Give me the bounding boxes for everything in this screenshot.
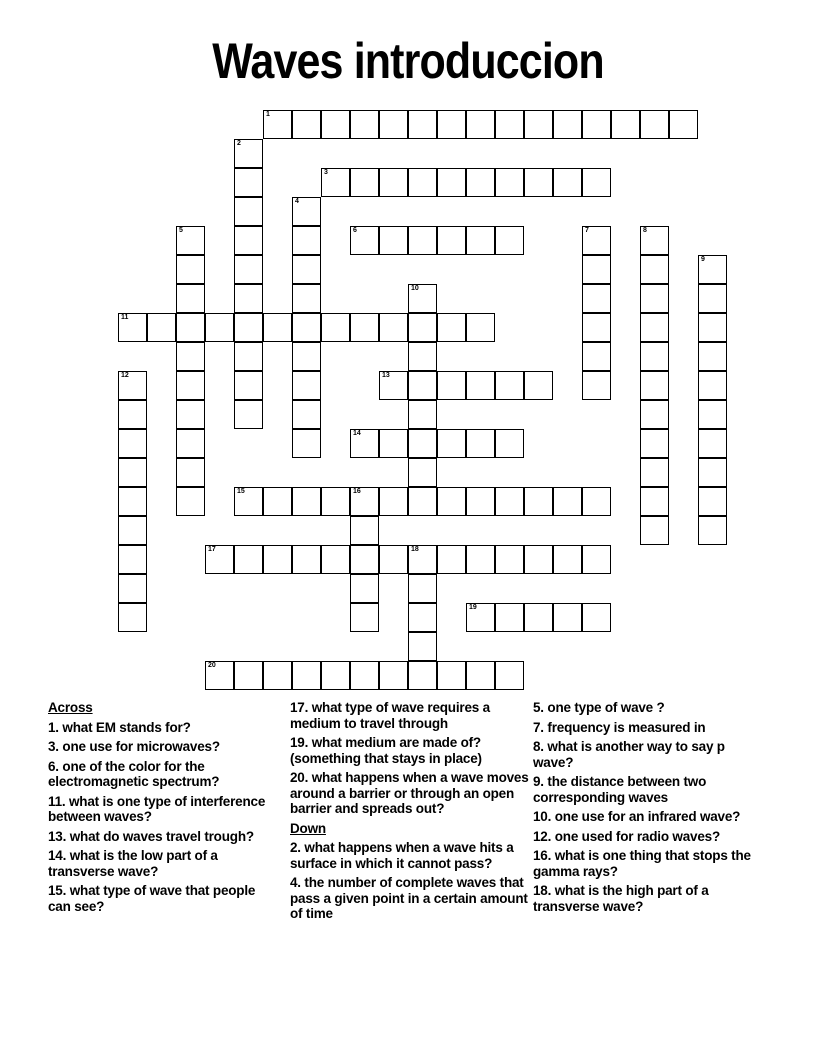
grid-cell[interactable]: [495, 371, 524, 400]
grid-cell[interactable]: [350, 110, 379, 139]
clue-text: one use for microwaves?: [58, 739, 220, 754]
clue-number: 19: [469, 604, 477, 611]
grid-cell[interactable]: [611, 110, 640, 139]
down-clue: [533, 809, 763, 825]
clue-text: what is another way to say p wave?: [533, 739, 725, 770]
grid-cell[interactable]: [698, 371, 727, 400]
grid-cell[interactable]: [118, 603, 147, 632]
grid-cell[interactable]: [408, 574, 437, 603]
clue-number: 19.: [290, 735, 309, 750]
grid-cell[interactable]: [234, 661, 263, 690]
grid-cell[interactable]: [176, 371, 205, 400]
grid-cell[interactable]: [234, 487, 263, 516]
grid-cell[interactable]: [408, 429, 437, 458]
grid-cell[interactable]: [466, 661, 495, 690]
grid-cell[interactable]: [118, 458, 147, 487]
grid-cell[interactable]: [176, 255, 205, 284]
grid-cell[interactable]: [553, 603, 582, 632]
grid-cell[interactable]: [176, 400, 205, 429]
across-clue: [290, 700, 530, 731]
across-clue: [48, 794, 280, 825]
grid-cell[interactable]: [263, 661, 292, 690]
grid-cell[interactable]: [263, 487, 292, 516]
grid-cell[interactable]: [437, 371, 466, 400]
clue-text: what is one thing that stops the gamma rays?: [533, 848, 751, 879]
grid-cell[interactable]: [176, 313, 205, 342]
grid-cell[interactable]: [524, 371, 553, 400]
grid-cell[interactable]: [495, 487, 524, 516]
grid-cell[interactable]: [292, 226, 321, 255]
grid-cell[interactable]: [292, 400, 321, 429]
clue-number: 17: [208, 546, 216, 553]
clue-text: what is the low part of a transverse wave?: [48, 848, 218, 879]
clue-text: one of the color for the electromagnetic spectrum?: [48, 758, 220, 789]
grid-cell[interactable]: [640, 487, 669, 516]
grid-cell[interactable]: [234, 371, 263, 400]
clues-column-1: [48, 700, 280, 918]
grid-cell[interactable]: [118, 371, 147, 400]
grid-cell[interactable]: [176, 487, 205, 516]
grid-cell[interactable]: [495, 603, 524, 632]
grid-cell[interactable]: [118, 574, 147, 603]
clue-text: what is one type of interference between waves?: [48, 793, 266, 824]
down-clue: [533, 700, 763, 716]
clue-number: 13.: [48, 828, 67, 844]
grid-cell[interactable]: [495, 545, 524, 574]
grid-cell[interactable]: [495, 226, 524, 255]
grid-cell[interactable]: [408, 168, 437, 197]
grid-cell[interactable]: [408, 110, 437, 139]
grid-cell[interactable]: [408, 603, 437, 632]
clue-text: the distance between two corresponding waves: [533, 774, 707, 805]
grid-cell[interactable]: [408, 342, 437, 371]
grid-cell[interactable]: [234, 284, 263, 313]
grid-cell[interactable]: [437, 661, 466, 690]
grid-cell[interactable]: [466, 487, 495, 516]
grid-cell[interactable]: [205, 313, 234, 342]
down-header: Down: [290, 820, 326, 836]
clue-text: what happens when a wave moves around a barrier or through an open barrier and spreads out?: [290, 770, 529, 816]
grid-cell[interactable]: [582, 603, 611, 632]
clues-column-2: [290, 700, 530, 926]
clue-number: 15.: [48, 883, 67, 898]
grid-cell[interactable]: [582, 371, 611, 400]
grid-cell[interactable]: [292, 197, 321, 226]
grid-cell[interactable]: [118, 429, 147, 458]
across-clue: [48, 759, 280, 790]
grid-cell[interactable]: [640, 429, 669, 458]
grid-cell[interactable]: [466, 313, 495, 342]
grid-cell[interactable]: [437, 168, 466, 197]
grid-cell[interactable]: [350, 661, 379, 690]
clue-number: 9: [701, 256, 705, 263]
clue-number: 7: [585, 227, 589, 234]
clue-number: 18.: [533, 883, 552, 898]
clue-number: 12.: [533, 828, 552, 844]
clue-number: 7.: [533, 719, 544, 735]
down-clue: [533, 883, 763, 914]
down-clue: [533, 848, 763, 879]
grid-cell[interactable]: [582, 284, 611, 313]
clue-number: 10.: [533, 809, 552, 824]
grid-cell[interactable]: [321, 487, 350, 516]
grid-cell[interactable]: [466, 226, 495, 255]
grid-cell[interactable]: [234, 197, 263, 226]
clue-number: 2.: [290, 840, 301, 855]
clue-number: 20: [208, 662, 216, 669]
grid-cell[interactable]: [698, 400, 727, 429]
grid-cell[interactable]: [292, 284, 321, 313]
grid-cell[interactable]: [437, 226, 466, 255]
clue-number: 15: [237, 488, 245, 495]
grid-cell[interactable]: [582, 255, 611, 284]
grid-cell[interactable]: [321, 110, 350, 139]
grid-cell[interactable]: [234, 168, 263, 197]
grid-cell[interactable]: [524, 545, 553, 574]
grid-cell[interactable]: [350, 487, 379, 516]
grid-cell[interactable]: [234, 255, 263, 284]
grid-cell[interactable]: [466, 371, 495, 400]
clue-text: what type of wave requires a medium to travel through: [290, 700, 490, 731]
grid-cell[interactable]: [234, 139, 263, 168]
grid-cell[interactable]: [408, 661, 437, 690]
grid-cell[interactable]: [640, 400, 669, 429]
grid-cell[interactable]: [466, 545, 495, 574]
clue-number: 3: [324, 169, 328, 176]
grid-cell[interactable]: [321, 168, 350, 197]
clue-text: what do waves travel trough?: [66, 828, 254, 844]
clue-number: 8.: [533, 739, 544, 754]
grid-cell[interactable]: [437, 313, 466, 342]
grid-cell[interactable]: [437, 487, 466, 516]
clue-text: what happens when a wave hits a surface in which it cannot pass?: [290, 840, 514, 871]
across-clue: [48, 739, 280, 755]
grid-cell[interactable]: [379, 313, 408, 342]
clue-text: the number of complete waves that pass a given point in a certain amount of time: [290, 875, 528, 921]
clue-text: what is the high part of a transverse wave?: [533, 883, 709, 914]
grid-cell[interactable]: [176, 226, 205, 255]
grid-cell[interactable]: [582, 168, 611, 197]
grid-cell[interactable]: [553, 110, 582, 139]
clue-number: 10: [411, 285, 419, 292]
clue-number: 9.: [533, 774, 544, 789]
grid-cell[interactable]: [234, 545, 263, 574]
across-clue: [48, 829, 280, 845]
grid-cell[interactable]: [553, 168, 582, 197]
clue-number: 6: [353, 227, 357, 234]
grid-cell[interactable]: [640, 516, 669, 545]
grid-cell[interactable]: [698, 255, 727, 284]
grid-cell[interactable]: [379, 110, 408, 139]
grid-cell[interactable]: [640, 342, 669, 371]
grid-cell[interactable]: [437, 545, 466, 574]
grid-cell[interactable]: [408, 313, 437, 342]
grid-cell[interactable]: [553, 487, 582, 516]
grid-cell[interactable]: [524, 110, 553, 139]
grid-cell[interactable]: [640, 226, 669, 255]
grid-cell[interactable]: [292, 371, 321, 400]
grid-cell[interactable]: [379, 661, 408, 690]
grid-cell[interactable]: [234, 226, 263, 255]
clue-number: 17.: [290, 700, 309, 715]
grid-cell[interactable]: [263, 313, 292, 342]
grid-cell[interactable]: [292, 545, 321, 574]
grid-cell[interactable]: [350, 313, 379, 342]
grid-cell[interactable]: [379, 545, 408, 574]
grid-cell[interactable]: [292, 342, 321, 371]
grid-cell[interactable]: [582, 342, 611, 371]
grid-cell[interactable]: [292, 487, 321, 516]
grid-cell[interactable]: [118, 516, 147, 545]
grid-cell[interactable]: [640, 255, 669, 284]
grid-cell[interactable]: [495, 168, 524, 197]
grid-cell[interactable]: [698, 284, 727, 313]
grid-cell[interactable]: [379, 371, 408, 400]
grid-cell[interactable]: [640, 313, 669, 342]
clue-number: 18: [411, 546, 419, 553]
grid-cell[interactable]: [379, 226, 408, 255]
grid-cell[interactable]: [408, 400, 437, 429]
grid-cell[interactable]: [640, 110, 669, 139]
clue-number: 1: [266, 111, 270, 118]
grid-cell[interactable]: [118, 400, 147, 429]
clue-number: 11: [121, 314, 129, 321]
clue-text: one use for an infrared wave?: [551, 809, 741, 824]
clue-text: one type of wave ?: [543, 700, 665, 715]
grid-cell[interactable]: [350, 168, 379, 197]
clue-number: 13: [382, 372, 390, 379]
grid-cell[interactable]: [698, 487, 727, 516]
grid-cell[interactable]: [495, 110, 524, 139]
grid-cell[interactable]: [292, 110, 321, 139]
clue-text: one used for radio waves?: [551, 828, 721, 844]
grid-cell[interactable]: [234, 400, 263, 429]
grid-cell[interactable]: [176, 458, 205, 487]
grid-cell[interactable]: [379, 429, 408, 458]
grid-cell[interactable]: [292, 661, 321, 690]
grid-cell[interactable]: [379, 168, 408, 197]
clue-number: 2: [237, 140, 241, 147]
grid-cell[interactable]: [698, 516, 727, 545]
grid-cell[interactable]: [176, 342, 205, 371]
clue-number: 4.: [290, 875, 301, 890]
down-clue: [290, 840, 530, 871]
grid-cell[interactable]: [408, 545, 437, 574]
grid-cell[interactable]: [176, 284, 205, 313]
grid-cell[interactable]: [408, 284, 437, 313]
clue-number: 6.: [48, 758, 59, 774]
grid-cell[interactable]: [524, 487, 553, 516]
grid-cell[interactable]: [321, 313, 350, 342]
grid-cell[interactable]: [379, 487, 408, 516]
grid-cell[interactable]: [408, 632, 437, 661]
grid-cell[interactable]: [408, 226, 437, 255]
grid-cell[interactable]: [118, 313, 147, 342]
down-clue: [533, 829, 763, 845]
clue-text: what type of wave that people can see?: [48, 883, 256, 914]
grid-cell[interactable]: [495, 661, 524, 690]
grid-cell[interactable]: [350, 226, 379, 255]
grid-cell[interactable]: [437, 429, 466, 458]
grid-cell[interactable]: [205, 545, 234, 574]
grid-cell[interactable]: [437, 110, 466, 139]
grid-cell[interactable]: [263, 110, 292, 139]
grid-cell[interactable]: [118, 545, 147, 574]
grid-cell[interactable]: [350, 545, 379, 574]
grid-cell[interactable]: [292, 255, 321, 284]
grid-cell[interactable]: [466, 603, 495, 632]
grid-cell[interactable]: [640, 284, 669, 313]
grid-cell[interactable]: [205, 661, 234, 690]
clue-text: frequency is measured in: [543, 719, 706, 735]
clues-column-3: [533, 700, 763, 918]
puzzle-title: Waves introduccion: [212, 33, 604, 89]
grid-cell[interactable]: [350, 429, 379, 458]
across-clue: [290, 770, 530, 817]
grid-cell[interactable]: [350, 516, 379, 545]
grid-cell[interactable]: [408, 371, 437, 400]
grid-cell[interactable]: [698, 458, 727, 487]
grid-cell[interactable]: [698, 342, 727, 371]
clue-number: 4: [295, 198, 299, 205]
across-clue: [48, 883, 280, 914]
grid-cell[interactable]: [669, 110, 698, 139]
grid-cell[interactable]: [321, 661, 350, 690]
grid-cell[interactable]: [524, 603, 553, 632]
clue-text: what EM stands for?: [58, 719, 191, 735]
grid-cell[interactable]: [582, 226, 611, 255]
clue-number: 12: [121, 372, 129, 379]
clue-number: 16: [353, 488, 361, 495]
grid-cell[interactable]: [350, 603, 379, 632]
grid-cell[interactable]: [176, 429, 205, 458]
clue-number: 20.: [290, 770, 309, 785]
grid-cell[interactable]: [234, 342, 263, 371]
down-clue: [533, 720, 763, 736]
clue-number: 1.: [48, 719, 59, 735]
grid-cell[interactable]: [466, 110, 495, 139]
across-clue: [48, 848, 280, 879]
grid-cell[interactable]: [350, 574, 379, 603]
grid-cell[interactable]: [698, 429, 727, 458]
down-clue: [533, 774, 763, 805]
grid-cell[interactable]: [553, 545, 582, 574]
grid-cell[interactable]: [118, 487, 147, 516]
grid-cell[interactable]: [263, 545, 292, 574]
grid-cell[interactable]: [582, 110, 611, 139]
grid-cell[interactable]: [466, 429, 495, 458]
clue-number: 8: [643, 227, 647, 234]
grid-cell[interactable]: [234, 313, 263, 342]
down-clue: [290, 875, 530, 922]
grid-cell[interactable]: [321, 545, 350, 574]
grid-cell[interactable]: [408, 458, 437, 487]
clue-number: 14.: [48, 848, 67, 863]
grid-cell[interactable]: [640, 371, 669, 400]
clue-number: 3.: [48, 739, 59, 754]
grid-cell[interactable]: [495, 429, 524, 458]
grid-cell[interactable]: [147, 313, 176, 342]
grid-cell[interactable]: [408, 487, 437, 516]
clue-text: what medium are made of?(something that stays in place): [290, 735, 482, 766]
grid-cell[interactable]: [466, 168, 495, 197]
grid-cell[interactable]: [292, 429, 321, 458]
across-header: Across: [48, 700, 93, 715]
grid-cell[interactable]: [524, 168, 553, 197]
clue-number: 14: [353, 430, 361, 437]
clue-number: 16.: [533, 848, 552, 863]
down-clue: [533, 739, 763, 770]
clue-number: 11.: [48, 793, 66, 809]
across-clue: [48, 720, 280, 736]
clue-number: 5.: [533, 700, 544, 715]
grid-cell[interactable]: [582, 545, 611, 574]
across-clue: [290, 735, 530, 766]
grid-cell[interactable]: [698, 313, 727, 342]
grid-cell[interactable]: [640, 458, 669, 487]
grid-cell[interactable]: [292, 313, 321, 342]
grid-cell[interactable]: [582, 313, 611, 342]
grid-cell[interactable]: [582, 487, 611, 516]
clue-number: 5: [179, 227, 183, 234]
